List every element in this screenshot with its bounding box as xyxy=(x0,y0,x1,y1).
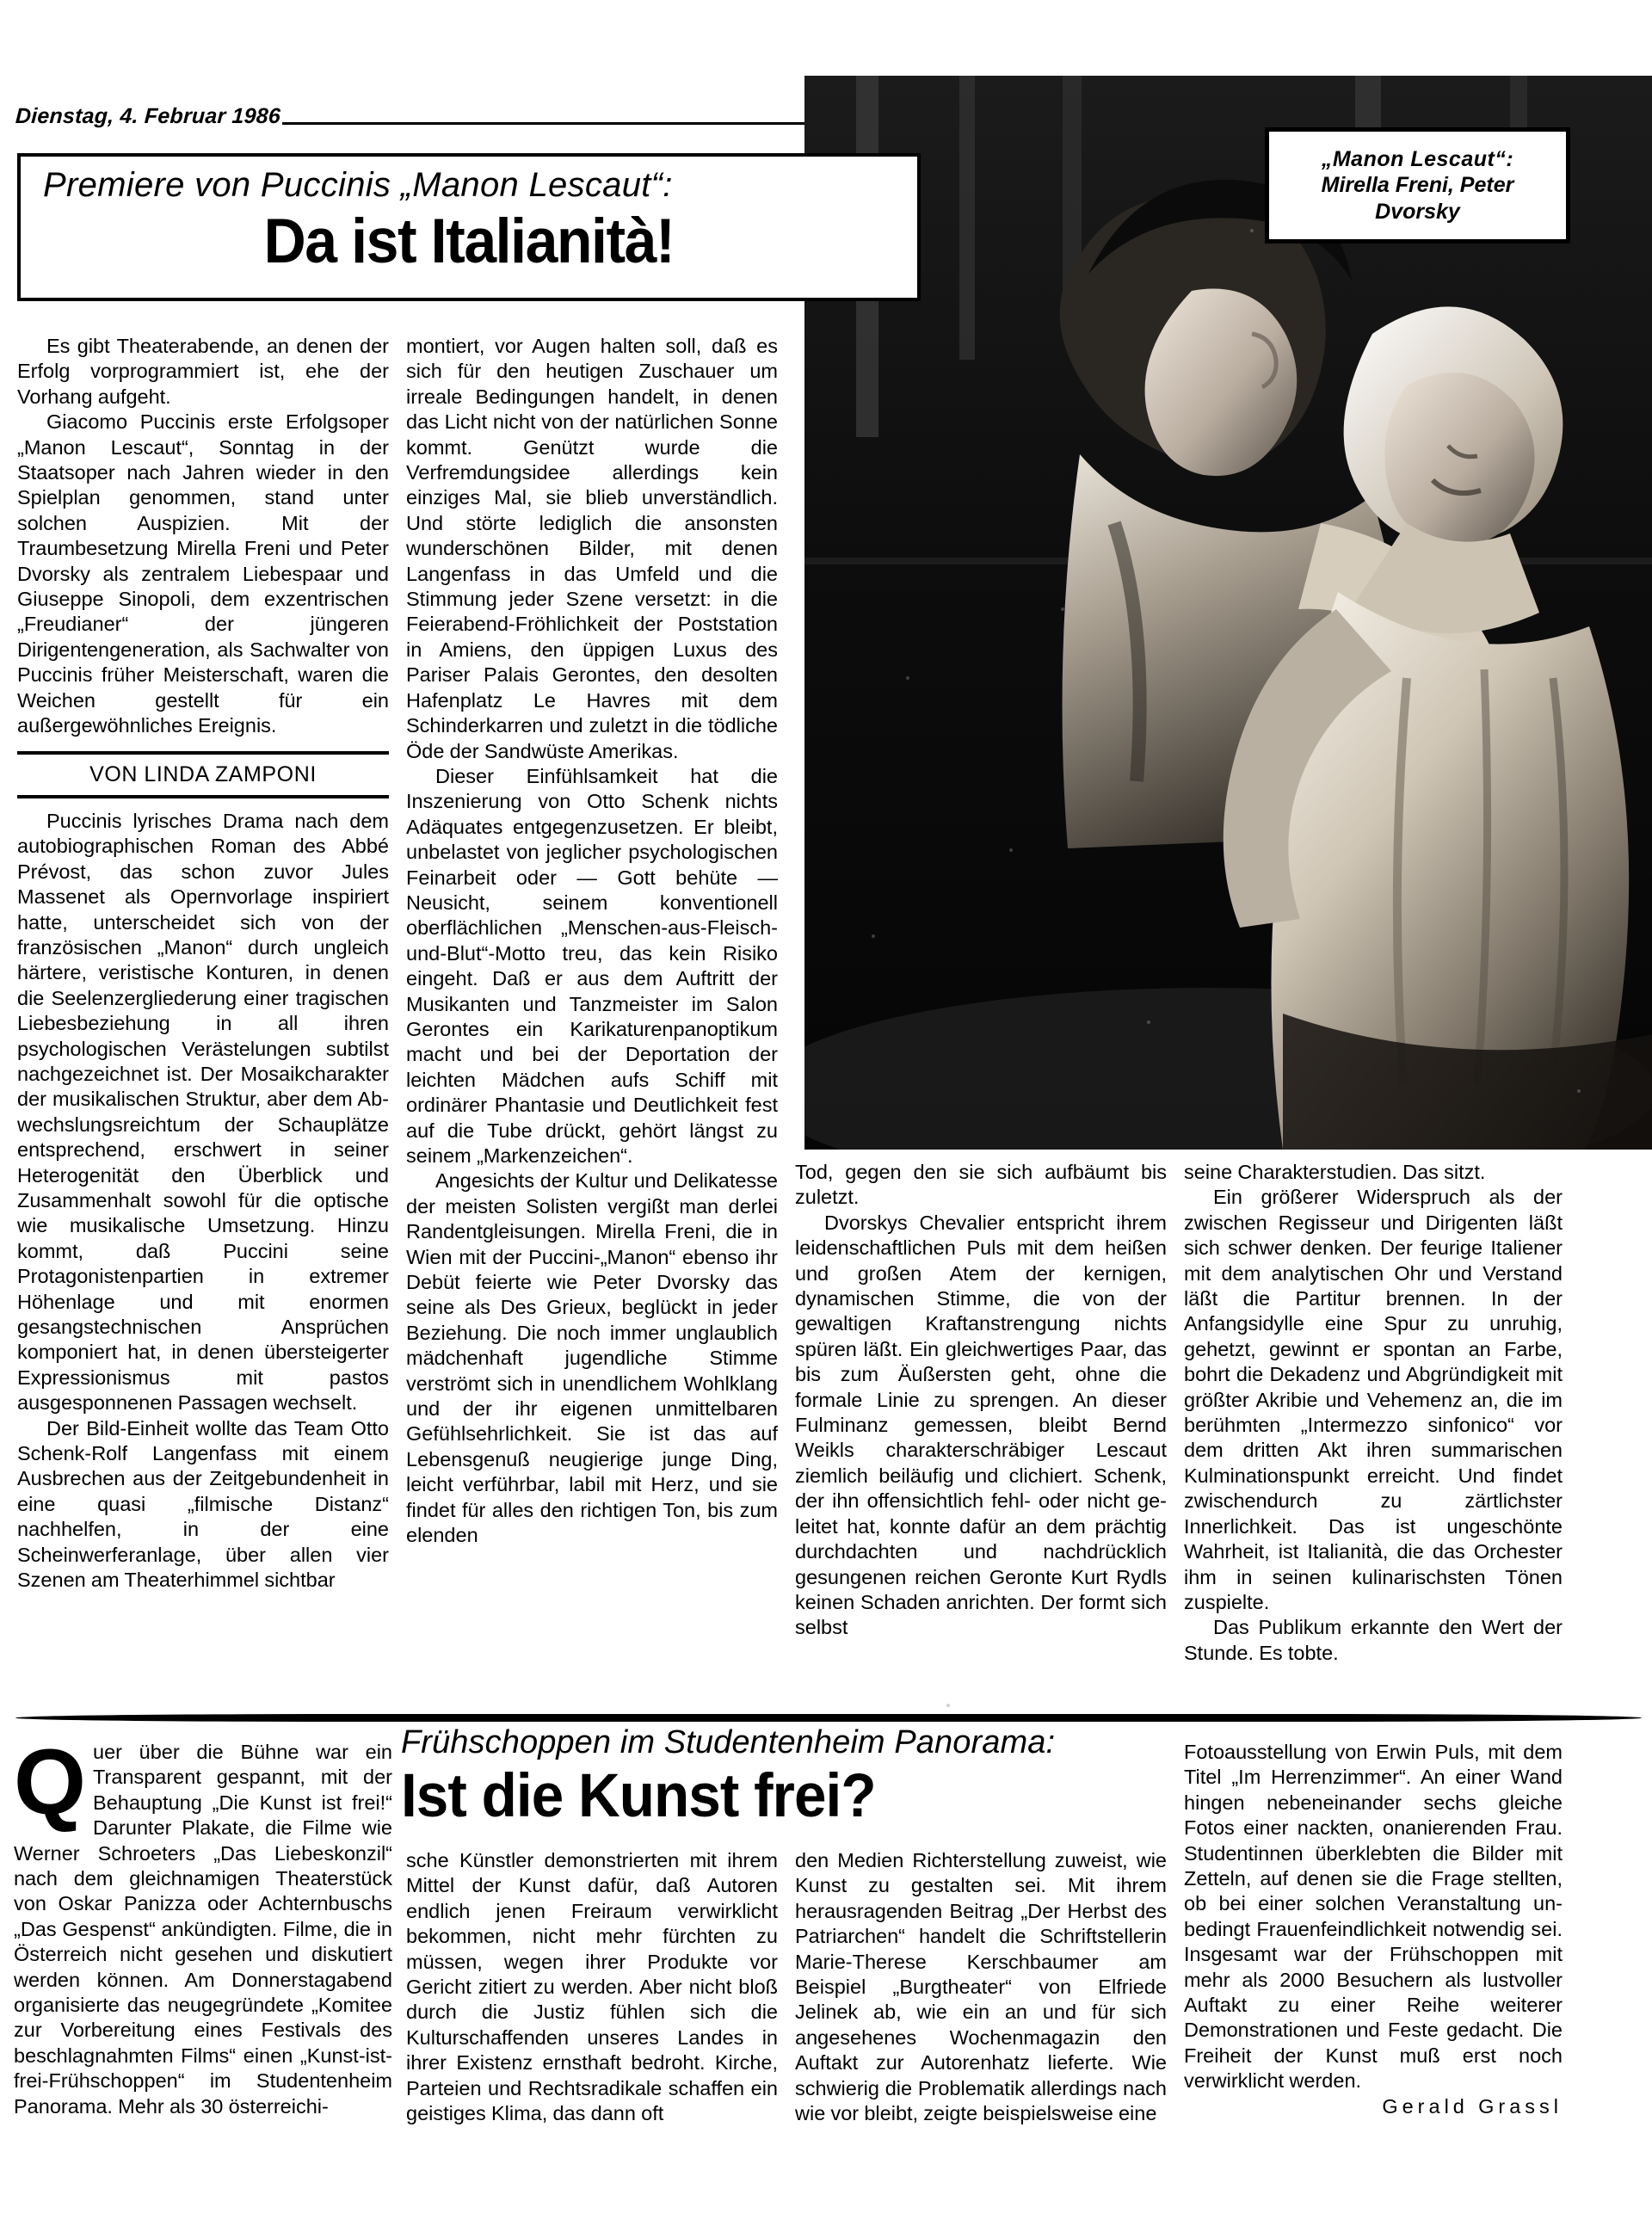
paragraph: seine Charakterstudien. Das sitzt. xyxy=(1184,1161,1486,1183)
main-headline-box xyxy=(17,153,921,301)
byline-block xyxy=(17,751,389,798)
paragraph: sche Künstler demonstrierten mit ihrem Mittel der Kunst dafür, daß Autoren endlich jenen Freiraum verwirklicht bekommen, nicht mehr fürchten zu müssen, wegen ihrer Produkte vor Gericht zitiert zu werden. Aber nicht bloß durch die Justiz fühlen sich die Kulturschaffenden unseres Landes in ihrer Existenz ernsthaft bedroht. Kirche, Parteien und Rechtsradikale schaffen ein geistiges Klima, das dann oft xyxy=(406,1849,778,2125)
paragraph: Tod, gegen den sie sich aufbäumt bis zuletzt. xyxy=(795,1161,1167,1209)
photo-caption-box xyxy=(1265,127,1570,244)
drop-cap: Q xyxy=(14,1729,87,1834)
paragraph: den Medien Richterstellung zuweist, wie Kunst zu gestalten sei. Mit ihrem herausragenden Beitrag „Der Herbst des Patriarchen“ handelt die Schriftstellerin Marie-Therese Kerschbaumer am Beispiel „Burgtheater“ von Elfriede Jelinek ab, wie ein an und für sich angesehenes Wochenmagazin den Auftakt zur Autorenhatz lieferte. Wie schwierig die Problematik allerdings nach wie vor bleibt, zeigte beispielsweise eine xyxy=(795,1849,1167,2125)
second-article-column-1 xyxy=(14,1729,392,2119)
main-kicker: Premiere von Puccinis „Manon Lescaut“: xyxy=(43,166,673,204)
paragraph: Puccinis lyrisches Drama nach dem autobiographischen Roman des Abbé Prévost, das schon zuvor Jules Massenet als Opernvorlage inspiriert hatte, unterscheidet sich von der französischen „Manon“ durch ungleich härtere, veristische Konturen, in denen die Seelenzergliederung einer tragischen Liebesbeziehung in all ihren psychologischen Verästelungen subtilst nachgezeichnet ist. Der Mosaikcharakter der musikalischen Struktur, aber dem Abwechslungsreichtum der Schauplätze entsprechend, erschwert in seiner Heterogenität den Überblick und Zusammenhalt sowohl für die optische wie musikalische Umsetzung. Hinzu kommt, daß Puccini seine Protagonistenpartien in extremer Höhenlage und mit enormen gesangstechnischen Ansprüchen komponiert hat, in denen übersteigerter Expressionismus mit pastos ausgesponnenen Passagen wechselt. xyxy=(17,809,389,1415)
paragraph: Ein größerer Widerspruch als der zwischen Regisseur und Dirigenten läßt sich schwer denken. Der feurige Italiener mit dem analytischen Ohr und Verstand läßt die Partitur brennen. In der Anfangsidylle eine Spur zu unruhig, gehetzt, gewinnt er spontan an Farbe, bohrt die Dekadenz und Abgründigkeit mit größter Akribie und Vehemenz an, die im berühmten „Intermezzo sinfonico“ vor dem dritten Akt ihren summarischen Kulminationspunkt erreicht. Und findet zwischendurch zu zärtlichster Innerlichkeit. Das ist ungeschönte Wahrheit, ist Italianità, die das Orchester ihm in seinen kulinarischsten Tönen zuspielte. xyxy=(1184,1186,1563,1613)
section-divider xyxy=(15,1714,1642,1722)
main-article-column-2 xyxy=(406,334,778,1549)
photo-caption-line-3: Dvorsky xyxy=(1375,199,1460,224)
second-article-column-4 xyxy=(1184,1740,1563,2119)
second-article-column-3 xyxy=(795,1848,1167,2126)
second-headline: Ist die Kunst frei? xyxy=(401,1762,876,1831)
photo-caption-line-1: „Manon Lescaut“: xyxy=(1321,146,1514,171)
paragraph: uer über die Bühne war ein Transparent gespannt, mit der Behauptung „Die Kunst ist frei!“ Darunter Plakate, die Filme wie Werner Schroeters „Das Liebeskonzil“ nach dem gleichnamigen Theaterstück von Oskar Panizza oder Achternbuschs „Das Gespenst“ ankündigten. Filme, die in Österreich nicht gesehen und diskutiert werden können. Am Donnerstagabend organisierte das neugegründete „Komitee zur Vorbereitung eines Festivals des beschlagnahmten Films“ einen „Kunst-ist-frei-Frühschoppen“ im Studentenheim Panorama. Mehr als 30 österreichi- xyxy=(14,1741,392,2118)
author-byline: VON LINDA ZAMPONI xyxy=(89,761,317,786)
byline-rule-bottom xyxy=(17,795,389,798)
publication-date: Dienstag, 4. Februar 1986 xyxy=(15,104,281,128)
paragraph: Angesichts der Kultur und Delikatesse der meisten Solisten vergißt man derlei Randentgleisungen. Mirella Freni, die in Wien mit der Puccini-„Manon“ ebenso ihr Debüt feierte wie Peter Dvorsky das seine als Des Grieux, beglückt in jeder Beziehung. Die noch immer unglaublich mädchenhaft jugendliche Stimme verströmt sich in unendlichem Wohlklang und der ihr eigenen unmittelbaren Gefühlsehrlichkeit. Sie ist das auf Lebensgenuß neugierige junge Ding, leicht verführbar, labil mit Herz, und sie findet für alles den richtigen Ton, bis zum elenden xyxy=(406,1169,778,1547)
byline-rule-top xyxy=(17,751,389,755)
paragraph: Der Bild-Einheit wollte das Team Otto Schenk-Rolf Langenfass mit einem Ausbrechen aus der Zeitgebundenheit in eine quasi „filmische Distanz“ nachhelfen, in der eine Scheinwerferanlage, über allen vier Szenen am Theaterhimmel sichtbar xyxy=(17,1416,389,1592)
second-kicker: Frühschoppen im Studentenheim Panorama: xyxy=(401,1724,1056,1760)
main-article-column-4 xyxy=(1184,1160,1563,1666)
paragraph: Das Publikum erkannte den Wert der Stunde. Es tobte. xyxy=(1184,1616,1563,1664)
paragraph: Fotoausstellung von Erwin Puls, mit dem Titel „Im Herrenzimmer“. An einer Wand hingen nebeneinander sechs gleiche Fotos einer nackten, onanierenden Frau. Studentinnen überklebten die Bilder mit Zetteln, auf denen sie die Frage stellten, ob bei einer solchen Veranstaltung unbedingt Frauenfeindlichkeit notwendig sei. Insgesamt war der Frühschoppen mit mehr als 2000 Besuchern als lustvoller Auftakt zu einer Reihe weiterer Demonstrationen und Feste gedacht. Die Freiheit der Kunst muß erst noch verwirklicht werden. xyxy=(1184,1741,1563,2093)
paragraph: Giacomo Puccinis erste Erfolgsoper „Manon Lescaut“, Sonntag in der Staatsoper nach Jahren wieder in den Spielplan genommen, stand unter solchen Auspizien. Mit der Traumbesetzung Mirella Freni und Peter Dvorsky als zentralem Liebespaar und Giuseppe Sinopoli, dem exzentrischen „Freudianer“ der jüngeren Dirigentengeneration, als Sachwalter von Puccinis früher Meisterschaft, waren die Weichen gestellt für ein außergewöhnliches Ereignis. xyxy=(17,410,389,737)
paragraph: Es gibt Theaterabende, an denen der Erfolg vorprogrammiert ist, ehe der Vorhang aufgeht. xyxy=(17,335,389,408)
author-signoff: Gerald Grassl xyxy=(1382,2094,1563,2118)
paragraph: Dvorskys Chevalier entspricht ihrem leidenschaftlichen Puls mit dem heißen und großen Atem der kernigen, dynamischen Stimme, die von der gewaltigen Kraftanstrengung nichts spüren läßt. Ein gleichwertiges Paar, das bis zum Äußersten geht, ohne die formale Linie zu sprengen. An dieser Fulminanz gemessen, bleibt Bernd Weikls charakterschräbiger Lescaut ziemlich beiläufig und clichiert. Schenk, der ihn offensichtlich fehl- oder nicht geleitet hat, konnte dafür an dem prächtig durchdachten und nachdrücklich gesungenen reichen Geronte Kurt Rydls keinen Schaden anrichten. Der formt sich selbst xyxy=(795,1211,1167,1639)
second-headline-block xyxy=(401,1724,1244,1831)
main-article-column-1 xyxy=(17,334,389,1594)
photo-caption-line-2: Mirella Freni, Peter xyxy=(1321,173,1514,198)
main-headline: Da ist Italianità! xyxy=(263,207,675,276)
paragraph: Dieser Einfühlsamkeit hat die Inszenierung von Otto Schenk nichts Adäquates entgegenzusetzen. Er bleibt, unbelastet von jeglicher psychologischen Feinarbeit oder — Gott behüte — Neusicht, seinem konventionell oberflächlichen „Menschen-aus-Fleisch-und-Blut“-Motto treu, das kein Risiko eingeht. Daß er aus dem Auftritt der Musikanten und Tanzmeister im Salon Gerontes ein Karikaturenpanoptikum macht und bei der Deportation der leichten Mädchen aufs Schiff mit ordinärer Phantasie und Deutlichkeit fest auf die Tube drückt, gehört längst zu seinem „Markenzeichen“. xyxy=(406,764,778,1167)
scan-speck xyxy=(946,1704,950,1707)
main-article-column-3 xyxy=(795,1160,1167,1641)
second-article-column-2 xyxy=(406,1848,778,2126)
paragraph: montiert, vor Augen halten soll, daß es sich für den heutigen Zuschauer um irreale Bedingungen handelt, in denen das Licht nicht von der natürlichen Sonne kommt. Genützt wurde die Verfremdungsidee allerdings kein einziges Mal, sie blieb unverständlich. Und störte lediglich die ansonsten wunderschönen Bilder, mit denen Langenfass in das Umfeld und die Stimmung jeder Szene versetzt: in die Feierabend-Fröhlichkeit der Poststation in Amiens, den üppigen Luxus des Pariser Palais Gerontes, den desolten Hafenplatz Le Havres mit dem Schinderkarren und zuletzt in die tödliche Öde der Sandwüste Amerikas. xyxy=(406,335,778,762)
